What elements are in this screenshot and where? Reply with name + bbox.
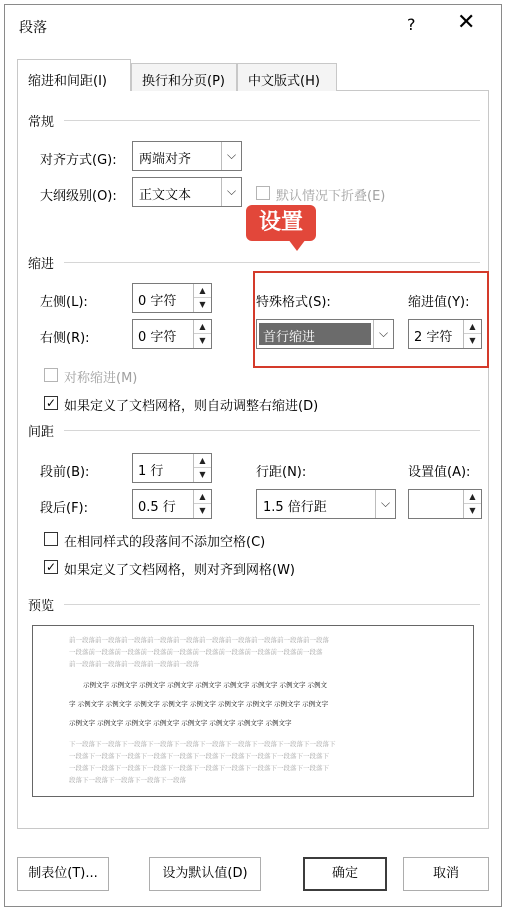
spin-up-icon[interactable]: ▲ <box>194 284 211 298</box>
spin-down-icon[interactable]: ▼ <box>199 300 206 309</box>
snap-to-grid-label: 如果定义了文档网格，则对齐到网格(W) <box>64 563 295 578</box>
snap-to-grid-checkbox[interactable]: ✓ <box>45 560 57 574</box>
no-space-same-style-checkbox[interactable] <box>44 532 58 546</box>
spin-down-icon[interactable]: ▼ <box>469 336 476 345</box>
auto-right-indent-label: 如果定义了文档网格，则自动调整右缩进(D) <box>64 399 319 414</box>
auto-right-indent-checkbox[interactable]: ✓ <box>45 396 57 410</box>
spin-buttons <box>193 454 211 482</box>
outline-level-value: 正文文本 <box>139 188 192 203</box>
space-before-stepper[interactable] <box>132 453 212 483</box>
line-spacing-label: 行距(N): <box>256 465 307 480</box>
callout-pointer <box>288 239 306 251</box>
spin-buttons <box>193 320 211 348</box>
chevron-down-icon: ⌵ <box>373 320 393 348</box>
chevron-down-icon: ⌵ <box>375 490 395 518</box>
right-indent-label: 右侧(R): <box>40 331 90 346</box>
alignment-select[interactable] <box>132 141 242 171</box>
preview-sample-line: 字 示例文字 示例文字 示例文字 示例文字 示例文字 示例文字 示例文字 示例文字 示例文字 <box>69 700 329 708</box>
space-before-value: 1 行 <box>138 464 164 479</box>
tabs-button[interactable]: 制表位(T)... <box>17 857 109 891</box>
space-after-label: 段后(F): <box>40 501 89 516</box>
outline-level-select[interactable] <box>132 177 242 207</box>
collapse-default-label: 默认情况下折叠(E) <box>276 189 386 204</box>
section-spacing: 间距 <box>28 425 55 440</box>
indent-by-label: 缩进值(Y): <box>408 295 470 310</box>
chevron-down-icon: ⌵ <box>221 142 241 170</box>
set-default-button[interactable]: 设为默认值(D) <box>149 857 261 891</box>
highlight-box <box>253 271 489 368</box>
mirror-indents-checkbox[interactable] <box>44 368 58 382</box>
special-format-value: 首行缩进 <box>259 323 371 345</box>
spin-down-icon[interactable]: ▼ <box>199 506 206 515</box>
alignment-value: 两端对齐 <box>139 152 192 167</box>
tab-panel <box>17 91 489 829</box>
mirror-indents-label: 对称缩进(M) <box>64 371 138 386</box>
divider <box>64 262 480 263</box>
spin-up-icon[interactable]: ▲ <box>464 320 481 334</box>
right-indent-stepper[interactable] <box>132 319 212 349</box>
no-space-same-style-label: 在相同样式的段落间不添加空格(C) <box>64 535 266 550</box>
spin-down-icon[interactable]: ▼ <box>199 470 206 479</box>
section-preview: 预览 <box>28 599 55 614</box>
spin-down-icon[interactable]: ▼ <box>469 506 476 515</box>
callout-badge: 设置 <box>246 205 316 241</box>
dialog-title: 段落 <box>19 20 47 36</box>
space-after-stepper[interactable] <box>132 489 212 519</box>
section-general: 常规 <box>28 115 55 130</box>
spin-up-icon[interactable]: ▲ <box>194 454 211 468</box>
divider <box>64 120 480 121</box>
outline-level-label: 大纲级别(O): <box>40 189 117 204</box>
preview-sample-line: 示例文字 示例文字 示例文字 示例文字 示例文字 示例文字 示例文字 示例文字 <box>69 719 292 727</box>
left-indent-stepper[interactable] <box>132 283 212 313</box>
spin-buttons <box>463 490 481 518</box>
spin-buttons <box>193 284 211 312</box>
spin-buttons <box>193 490 211 518</box>
line-spacing-select[interactable] <box>256 489 396 519</box>
spacing-at-stepper[interactable] <box>408 489 482 519</box>
preview-prev-line: 一段落前一段落前一段落前一段落前一段落前一段落前一段落前一段落前一段落前一段落 <box>69 648 323 656</box>
preview-next-line: 一段落下一段落下一段落下一段落下一段落下一段落下一段落下一段落下一段落下一段落下 <box>69 764 329 772</box>
paragraph-dialog <box>4 4 502 907</box>
spacing-at-label: 设置值(A): <box>408 465 471 480</box>
preview-next-line: 下一段落下一段落下一段落下一段落下一段落下一段落下一段落下一段落下一段落下一段落下 <box>69 740 336 748</box>
alignment-label: 对齐方式(G): <box>40 153 117 168</box>
space-after-value: 0.5 行 <box>138 500 176 515</box>
section-indentation: 缩进 <box>28 257 55 272</box>
tab-line-page-breaks[interactable]: 换行和分页(P) <box>131 63 237 91</box>
right-indent-value: 0 字符 <box>138 330 177 345</box>
preview-prev-line: 前一段落前一段落前一段落前一段落前一段落前一段落前一段落前一段落前一段落前一段落 <box>69 636 329 644</box>
help-button[interactable]: ? <box>407 15 416 34</box>
spin-up-icon[interactable]: ▲ <box>194 490 211 504</box>
special-format-label: 特殊格式(S): <box>256 295 331 310</box>
divider <box>64 430 480 431</box>
line-spacing-value: 1.5 倍行距 <box>263 500 327 515</box>
spin-up-icon[interactable]: ▲ <box>194 320 211 334</box>
tab-indents-spacing[interactable]: 缩进和间距(I) <box>17 59 131 92</box>
left-indent-label: 左侧(L): <box>40 295 88 310</box>
close-button[interactable]: ✕ <box>457 10 476 35</box>
tab-asian-typography[interactable]: 中文版式(H) <box>237 63 337 91</box>
divider <box>64 604 480 605</box>
space-before-label: 段前(B): <box>40 465 90 480</box>
spin-down-icon[interactable]: ▼ <box>199 336 206 345</box>
preview-prev-line: 前一段落前一段落前一段落前一段落前一段落 <box>69 660 199 668</box>
collapse-default-checkbox[interactable] <box>256 186 270 200</box>
title-bar <box>5 5 501 47</box>
preview-next-line: 段落下一段落下一段落下一段落下一段落 <box>69 776 186 784</box>
left-indent-value: 0 字符 <box>138 294 177 309</box>
cancel-button[interactable]: 取消 <box>403 857 489 891</box>
indent-by-value: 2 字符 <box>414 330 453 345</box>
spin-up-icon[interactable]: ▲ <box>464 490 481 504</box>
preview-sample-line: 示例文字 示例文字 示例文字 示例文字 示例文字 示例文字 示例文字 示例文字 示例文 <box>83 681 328 689</box>
preview-next-line: 一段落下一段落下一段落下一段落下一段落下一段落下一段落下一段落下一段落下一段落下 <box>69 752 329 760</box>
ok-button[interactable]: 确定 <box>303 857 387 891</box>
chevron-down-icon: ⌵ <box>221 178 241 206</box>
preview-box <box>32 625 474 797</box>
tab-bar <box>17 59 489 91</box>
